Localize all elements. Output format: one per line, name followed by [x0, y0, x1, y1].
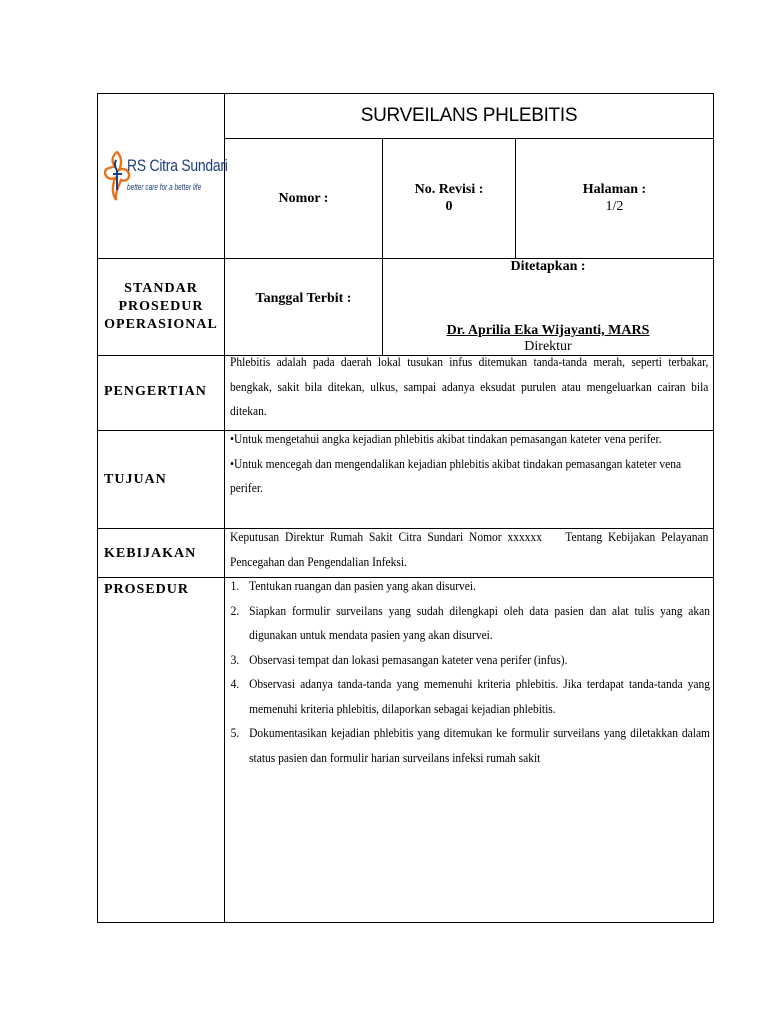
ditetapkan-label: Ditetapkan : [510, 259, 586, 274]
prosedur-step-number: 2. [230, 603, 240, 618]
logo-tagline: better care for a better life [127, 182, 202, 192]
prosedur-step-text: Dokumentasikan kejadian phlebitis yang ditemukan ke formulir surveilans yang diletakkan dalam status pasien dan formulir harian surveilans infeksi rumah sakit [249, 726, 710, 765]
tanggal-terbit-label: Tanggal Terbit : [255, 291, 352, 306]
sop-label-cell [98, 259, 224, 355]
prosedur-step [227, 599, 710, 648]
kebijakan-content-cell [225, 529, 713, 577]
tujuan-label: TUJUAN [104, 472, 167, 487]
signatory-name: Dr. Aprilia Eka Wijayanti, MARS [446, 323, 650, 338]
nomor-cell [225, 139, 382, 258]
halaman-cell [516, 139, 713, 258]
table-border-bottom [97, 922, 714, 923]
kebijakan-label-cell [98, 529, 224, 577]
prosedur-label: PROSEDUR [104, 582, 190, 597]
kebijakan-text: Keputusan Direktur Rumah Sakit Citra Sundari Nomor xxxxxx Tentang Kebijakan Pelayanan Pencegahan dan Pengendalian Infeksi. [230, 530, 712, 569]
prosedur-step [227, 648, 710, 673]
prosedur-step-text: Tentukan ruangan dan pasien yang akan disurvei. [249, 579, 476, 593]
prosedur-step-number: 4. [230, 677, 240, 691]
revisi-label: No. Revisi : [414, 182, 484, 197]
revisi-cell [383, 139, 515, 258]
signatory-title: Direktur [524, 339, 572, 354]
prosedur-step [227, 672, 710, 721]
sop-label-line-2: PROSEDUR [118, 299, 204, 314]
pengertian-label-cell [98, 356, 224, 430]
tujuan-content-cell [225, 431, 713, 528]
prosedur-label-cell [98, 578, 224, 922]
prosedur-step-number: 1. [230, 579, 240, 593]
sop-label-line-1: STANDAR [124, 281, 198, 296]
pengertian-text: Phlebitis adalah pada daerah lokal tusukan infus ditemukan tanda-tanda merah, seperti terbakar, bengkak, sakit bila ditekan, ulkus, sampai adanya eksudat purulen atau mengeluarkan cairan bila ditekan. [230, 356, 709, 418]
hospital-logo [103, 148, 228, 208]
kebijakan-label: KEBIJAKAN [104, 546, 197, 561]
logo-name: RS Citra Sundari [127, 156, 228, 175]
pengertian-content-cell [225, 356, 713, 430]
pengertian-label: PENGERTIAN [104, 384, 207, 399]
nomor-label: Nomor : [278, 190, 329, 206]
tujuan-label-cell [98, 431, 224, 528]
prosedur-content-cell [225, 578, 713, 922]
prosedur-step-number: 3. [230, 652, 240, 667]
halaman-value: 1/2 [605, 199, 624, 214]
document-title: SURVEILANS PHLEBITIS [360, 105, 578, 126]
prosedur-step-text: Siapkan formulir surveilans yang sudah dilengkapi oleh data pasien dan alat tulis yang akan digunakan untuk mendata pasien yang akan disurvei. [249, 603, 710, 642]
table-border-right [713, 93, 714, 923]
sop-label-line-3: OPERASIONAL [104, 317, 218, 332]
prosedur-step-text: Observasi tempat dan lokasi pemasangan kateter vena perifer (infus). [249, 652, 568, 667]
revisi-value: 0 [445, 199, 453, 214]
prosedur-step [227, 721, 710, 770]
prosedur-list [227, 578, 710, 770]
tujuan-item-1: •Untuk mengetahui angka kejadian phlebitis akibat tindakan pemasangan kateter vena perifer. [230, 432, 662, 446]
tanggal-terbit-cell [225, 259, 382, 339]
prosedur-step [227, 578, 710, 599]
halaman-label: Halaman : [582, 182, 647, 197]
tujuan-item-2: •Untuk mencegah dan mengendalikan kejadian phlebitis akibat tindakan pemasangan kateter vena perifer. [230, 456, 682, 495]
prosedur-step-text: Observasi adanya tanda-tanda yang memenuhi kriteria phlebitis. Jika terdapat tanda-tanda yang memenuhi kriteria phlebitis, dilaporkan sebagai kejadian phlebitis. [249, 677, 710, 716]
ditetapkan-cell [383, 259, 713, 355]
prosedur-step-number: 5. [230, 726, 240, 740]
tujuan-text-block [230, 431, 708, 501]
